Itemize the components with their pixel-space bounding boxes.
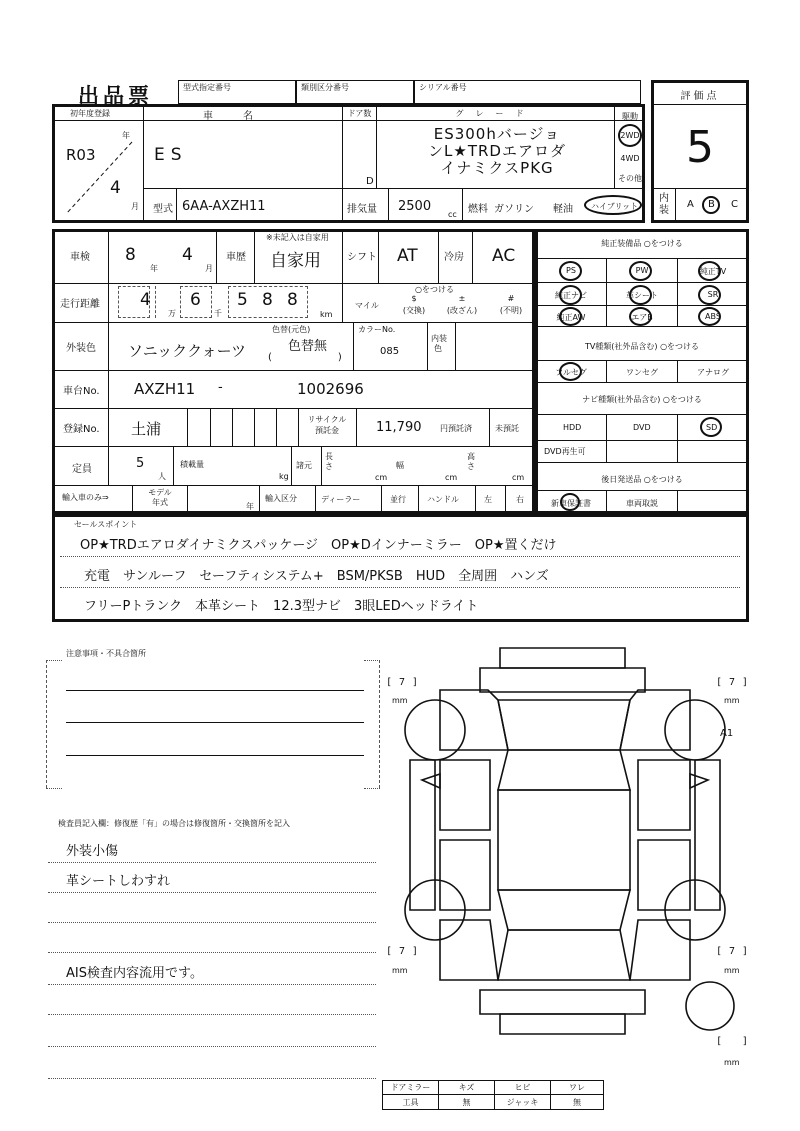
model-label: モデル 年式 (148, 488, 172, 507)
equip-sr: SR (707, 290, 719, 299)
kudo-label: 駆動 (622, 112, 638, 121)
shadai-label: 車台No. (63, 386, 100, 397)
legend-value-2: 無 (462, 1098, 471, 1107)
tire-spare-unit: mm (724, 1058, 740, 1067)
taka-label: 高さ (467, 452, 475, 471)
gojitsu-warranty-circle (560, 493, 580, 511)
mark-label: ○をつける (415, 285, 454, 294)
recycle-label: リサイクル 預託金 (307, 415, 347, 435)
tire-spare: [ ] (716, 1036, 749, 1047)
shaken-year-unit: 年 (150, 264, 158, 273)
kaizan-label: (改ざん) (446, 306, 478, 315)
kaizan-sym: ± (458, 294, 466, 303)
legend-value-1: 工具 (402, 1098, 419, 1107)
koukan-sym: $ (411, 294, 417, 303)
equip-airbag-circle (629, 307, 652, 326)
kudo-4wd: 4WD (620, 154, 640, 163)
toroku-label: 登録No. (63, 424, 100, 435)
gojitsu-warranty: 新車保証書 (551, 499, 591, 508)
equip-pw-circle (629, 261, 652, 281)
shaken-month-unit: 月 (205, 264, 213, 273)
naisou-b: B (708, 199, 715, 210)
legend-header-3: ヒビ (514, 1083, 531, 1092)
equip-navi: 純正ナビ (555, 291, 587, 300)
car-diagram (380, 640, 750, 1080)
yunyu-kubun-label: 輸入区分 (265, 494, 297, 503)
unit-sen: 千 (214, 309, 222, 318)
haba-unit: cm (445, 473, 458, 482)
legend-header-4: ワレ (569, 1083, 585, 1092)
tire-rl: [ 7 ] (386, 946, 419, 957)
gaisou-value: ソニッククォーツ (128, 342, 247, 360)
fuel-hybrid-circle (584, 195, 642, 215)
naisou-c: C (731, 199, 738, 210)
naisou-b-circle (702, 196, 720, 214)
haiki-unit: cc (448, 210, 457, 219)
inspector-line-4: AIS検査内容流用です。 (66, 966, 203, 981)
month-unit: 月 (131, 202, 139, 211)
year-era: R03 (66, 146, 96, 164)
color-no-value: 085 (380, 346, 400, 357)
equip-leather-circle (629, 285, 652, 305)
equip-navi-circle (559, 285, 582, 305)
notes-bracket (46, 660, 380, 788)
irokae-value: 色替無 (288, 339, 328, 354)
fuel-diesel: 軽油 (553, 204, 573, 215)
equip-leather: 革シート (626, 291, 658, 300)
koukan-label: (交換) (402, 306, 426, 315)
equip-tv-circle (698, 261, 721, 281)
haba-label: 幅 (396, 461, 404, 470)
recycle-value: 11,790 (376, 420, 422, 435)
shadai-dash: - (218, 380, 223, 395)
teiin-unit: 人 (158, 472, 166, 481)
equip-aw: 純正AW (556, 313, 586, 322)
navi-dvd: DVD (633, 423, 651, 432)
grade-label: グレード (455, 109, 536, 118)
katashiki-value: 6AA-AXZH11 (182, 199, 266, 214)
legend-value-3: ジャッキ (506, 1098, 539, 1107)
kudo-2wd: 2WD (620, 131, 640, 140)
shift-value: AT (397, 246, 418, 266)
navi-sd: SD (706, 423, 718, 432)
odometer-value-2: 6 (190, 290, 201, 310)
equip-aw-circle (559, 307, 582, 326)
odometer-value-5: 8 (287, 290, 298, 310)
tire-fr-unit: mm (724, 696, 740, 705)
shareki-note: ※未記入は自家用 (266, 233, 329, 242)
color-no-label: カラーNo. (358, 325, 396, 334)
katashiki-number-label: 型式指定番号 (183, 83, 231, 92)
sales-line-2: 充電 サンルーフ セーフティシステム+ BSM/PKSB HUD 全周囲 ハンズ (84, 569, 549, 584)
sales-line-3: フリーPトランク 本革シート 12.3型ナビ 3眼LEDヘッドライト (84, 599, 479, 614)
navi-sd-circle (700, 417, 722, 437)
sales-line-1: OP★TRDエアロダイナミクスパッケージ OP★Dインナーミラー OP★置くだけ (80, 538, 557, 553)
reibo-value: AC (492, 246, 516, 266)
equip-tv: 純正TV (699, 267, 727, 276)
inspector-line-1: 外装小傷 (66, 844, 119, 859)
dvd-label: DVD再生可 (544, 447, 586, 456)
navi-hdd: HDD (563, 423, 582, 432)
toroku-value: 土浦 (131, 420, 162, 438)
teiin-value: 5 (136, 456, 145, 471)
equipment-title: 純正装備品 ○をつける (601, 239, 683, 248)
shamei-value: ES (154, 145, 188, 165)
date-slash (60, 138, 140, 218)
naisou-iro-label: 内装 色 (431, 334, 447, 353)
naisou-label: 内装 (659, 193, 669, 216)
tv-oneseg: ワンセグ (626, 368, 658, 377)
fuel-hybrid: ハイブリット (591, 202, 639, 211)
shift-label: シフト (347, 252, 377, 263)
navi-title: ナビ種類(社外品含む) ○をつける (582, 395, 702, 404)
shadai-value-2: 1002696 (297, 380, 364, 398)
equip-abs-circle (698, 307, 721, 326)
tire-fr: [ 7 ] (716, 677, 749, 688)
form-title: 出品票 (78, 84, 153, 108)
tv-analog: アナログ (697, 368, 729, 377)
recycle-unit: 円預託済 (440, 424, 472, 433)
shaken-label: 車検 (70, 252, 90, 263)
handle-label: ハンドル (427, 495, 459, 504)
odometer-value-1: 4 (140, 290, 151, 310)
teiin-label: 定員 (72, 464, 92, 475)
katashiki-label: 型式 (153, 204, 173, 215)
door-label: ドア数 (347, 109, 372, 118)
naga-label: 長さ (325, 452, 333, 471)
grade-line-1: ES300hバージョ (433, 125, 561, 143)
equip-airbag: エアB (631, 313, 653, 322)
ruibetsu-label: 類別区分番号 (301, 83, 349, 92)
hyoka-value: 5 (686, 122, 714, 173)
tire-fl: [ 7 ] (386, 677, 419, 688)
odometer-value-4: 8 (262, 290, 273, 310)
equip-abs: ABS (705, 312, 721, 321)
shamei-label: 車名 (203, 111, 283, 122)
details-box (52, 229, 535, 514)
odometer-value-3: 5 (237, 290, 248, 310)
door-value: D (366, 176, 374, 187)
equip-ps-circle (559, 261, 582, 281)
shareki-label: 車歴 (226, 252, 246, 263)
year-unit: 年 (122, 131, 130, 140)
tire-rr: [ 7 ] (716, 946, 749, 957)
sekisai-unit: kg (279, 472, 289, 481)
kudo-2wd-circle (618, 124, 642, 147)
hyoka-label: 評価点 (680, 91, 720, 102)
shaken-year: 8 (125, 245, 136, 265)
fumei-sym: # (507, 294, 515, 303)
left-label: 左 (484, 495, 492, 504)
haiki-label: 排気量 (347, 204, 377, 215)
equip-ps: PS (566, 266, 576, 275)
equip-sr-circle (698, 285, 721, 305)
naisou-a: A (687, 199, 694, 210)
dealer-label: ディーラー (321, 495, 361, 504)
unit-km: km (320, 310, 333, 319)
grade-line-3: イナミクスPKG (440, 159, 554, 177)
inspector-line-2: 革シートしわすれ (66, 874, 171, 889)
right-label: 右 (516, 495, 524, 504)
legend-header-2: キズ (458, 1083, 475, 1092)
model-unit: 年 (246, 502, 254, 511)
haiki-value: 2500 (398, 199, 432, 214)
serial-label: シリアル番号 (419, 83, 467, 92)
shadai-value-1: AXZH11 (134, 380, 196, 398)
gojitsu-title: 後日発送品 ○をつける (601, 475, 683, 484)
sekisai-label: 積載量 (180, 460, 204, 469)
notes-label: 注意事項・不具合箇所 (66, 649, 146, 658)
heiko-label: 並行 (390, 495, 406, 504)
gaisou-label: 外装色 (66, 343, 96, 354)
shaken-month: 4 (182, 245, 193, 265)
tire-fl-unit: mm (392, 696, 408, 705)
fuel-label: 燃料 (468, 204, 488, 215)
kudo-other: その他 (618, 174, 642, 183)
fumei-label: (不明) (499, 306, 523, 315)
grade-text (380, 126, 614, 177)
legend-header-1: ドアミラー (390, 1083, 431, 1092)
fuel-gas: ガソリン (494, 204, 534, 215)
inspector-label: 検査員記入欄：修復歴「有」の場合は修復箇所・交換箇所を記入 (58, 819, 290, 828)
tire-rl-unit: mm (392, 966, 408, 975)
shonendo-label: 初年度登録 (70, 109, 110, 118)
tv-fullseg: フルセグ (555, 368, 587, 377)
equip-pw: PW (635, 266, 649, 275)
mile-label: マイル (355, 301, 379, 310)
sales-label: セールスポイント (74, 520, 138, 529)
tv-title: TV種類(社外品含む) ○をつける (584, 342, 700, 351)
gojitsu-manual: 車両取説 (626, 499, 658, 508)
unit-man: 万 (168, 309, 176, 318)
legend-value-4: 無 (573, 1098, 581, 1107)
irokae-paren: ( ) (268, 352, 342, 363)
taka-unit: cm (512, 473, 525, 482)
tire-rr-unit: mm (724, 966, 740, 975)
irokae-label: 色替(元色) (272, 325, 311, 334)
damage-mark: A1 (720, 728, 734, 739)
tv-fullseg-circle (559, 362, 582, 381)
yunyu-label: 輸入車のみ⇒ (62, 493, 109, 502)
naga-unit: cm (375, 473, 388, 482)
recycle-mi: 未預託 (495, 424, 519, 433)
reibo-label: 冷房 (444, 252, 464, 263)
grade-line-2: ンL★TRDエアロダ (428, 142, 566, 160)
soko-label: 走行距離 (60, 299, 100, 310)
shareki-value: 自家用 (270, 251, 321, 271)
month-value: 4 (110, 178, 121, 198)
shogen-label: 諸元 (296, 461, 312, 470)
